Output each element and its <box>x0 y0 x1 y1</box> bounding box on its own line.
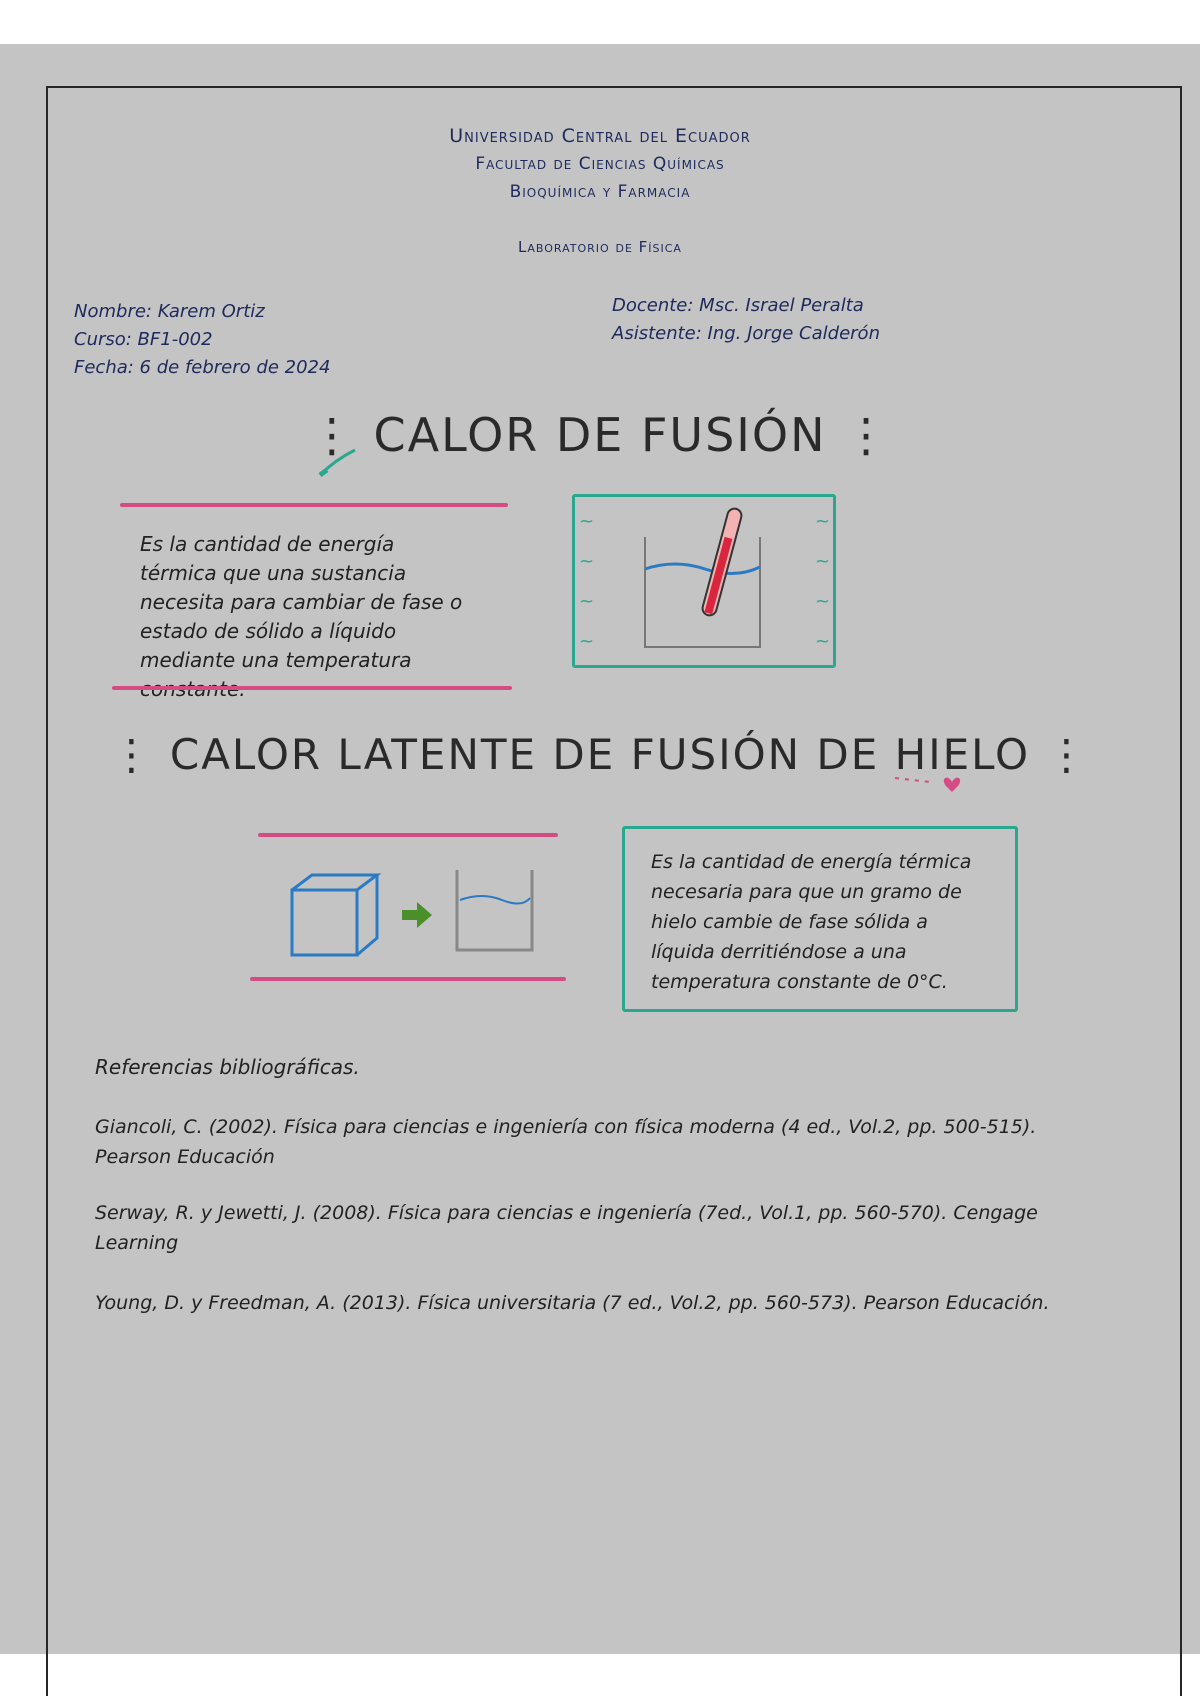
heart-doodle-icon <box>890 770 970 800</box>
staff-info <box>612 292 880 348</box>
section2-definition: Es la cantidad de energía térmica necesaria para que un gramo de hielo cambie de fase sólida a líquida derritiéndose a una temperatura constante de 0°C. <box>651 851 972 993</box>
pink-rule-top-2 <box>258 833 558 837</box>
teacher-name: Docente: Msc. Israel Peralta <box>612 295 864 316</box>
svg-text:~: ~ <box>815 511 831 532</box>
career-name: Bioquímica y Farmacia <box>509 182 691 202</box>
reference-item: Giancoli, C. (2002). Física para ciencias e ingeniería con física moderna (4 ed., Vol.2, pp. 500-515). Pearson Educación <box>95 1116 1037 1168</box>
svg-text:~: ~ <box>579 511 595 532</box>
title-deco-left: ⋮ <box>110 730 155 779</box>
references-title: Referencias bibliográficas. <box>95 1055 360 1079</box>
student-info <box>74 298 330 382</box>
pink-rule-bottom <box>112 686 512 690</box>
student-date: Fecha: 6 de febrero de 2024 <box>74 357 331 378</box>
ice-melt-illustration <box>282 860 542 960</box>
section2-title <box>0 730 1200 779</box>
title-deco-left: ⋮ <box>308 408 357 462</box>
lab-name: Laboratorio de Física <box>518 238 682 256</box>
section1-definition: Es la cantidad de energía térmica que una sustancia necesita para cambiar de fase o estado de sólido a líquido mediante una temperatura <box>140 532 463 672</box>
reference-item: Young, D. y Freedman, A. (2013). Física universitaria (7 ed., Vol.2, pp. 560-573). Pearson Educación. <box>95 1292 1050 1314</box>
pink-rule-bottom-2 <box>250 977 566 981</box>
pink-rule-top <box>120 503 508 507</box>
thermometer-image-box <box>572 494 836 668</box>
student-course: Curso: BF1-002 <box>74 329 213 350</box>
section2-title-text: CALOR LATENTE DE FUSIÓN DE HIELO <box>169 730 1031 779</box>
svg-text:~: ~ <box>579 591 595 612</box>
title-deco-right: ⋮ <box>1045 730 1090 779</box>
section1-title <box>0 408 1200 462</box>
svg-text:~: ~ <box>579 631 595 652</box>
svg-text:~: ~ <box>579 551 595 572</box>
ice-cube-icon <box>292 875 377 955</box>
section1-title-text: CALOR DE FUSIÓN <box>373 408 827 462</box>
thermometer-in-beaker-icon <box>575 497 833 665</box>
student-name: Nombre: Karem Ortiz <box>74 301 265 322</box>
university-name: Universidad Central del Ecuador <box>449 125 751 147</box>
faculty-name: Facultad de Ciencias Químicas <box>475 154 725 174</box>
section2-text-box <box>622 826 1018 1012</box>
svg-text:~: ~ <box>815 631 831 652</box>
assistant-name: Asistente: Ing. Jorge Calderón <box>612 323 880 344</box>
svg-text:~: ~ <box>815 591 831 612</box>
water-beaker-icon <box>457 870 532 950</box>
reference-item: Serway, R. y Jewetti, J. (2008). Física para ciencias e ingeniería (7ed., Vol.1, pp. 560-570). Cengage Learning <box>95 1202 1038 1254</box>
right-arrow-icon <box>402 902 432 928</box>
svg-text:~: ~ <box>815 551 831 572</box>
title-deco-right: ⋮ <box>843 408 892 462</box>
